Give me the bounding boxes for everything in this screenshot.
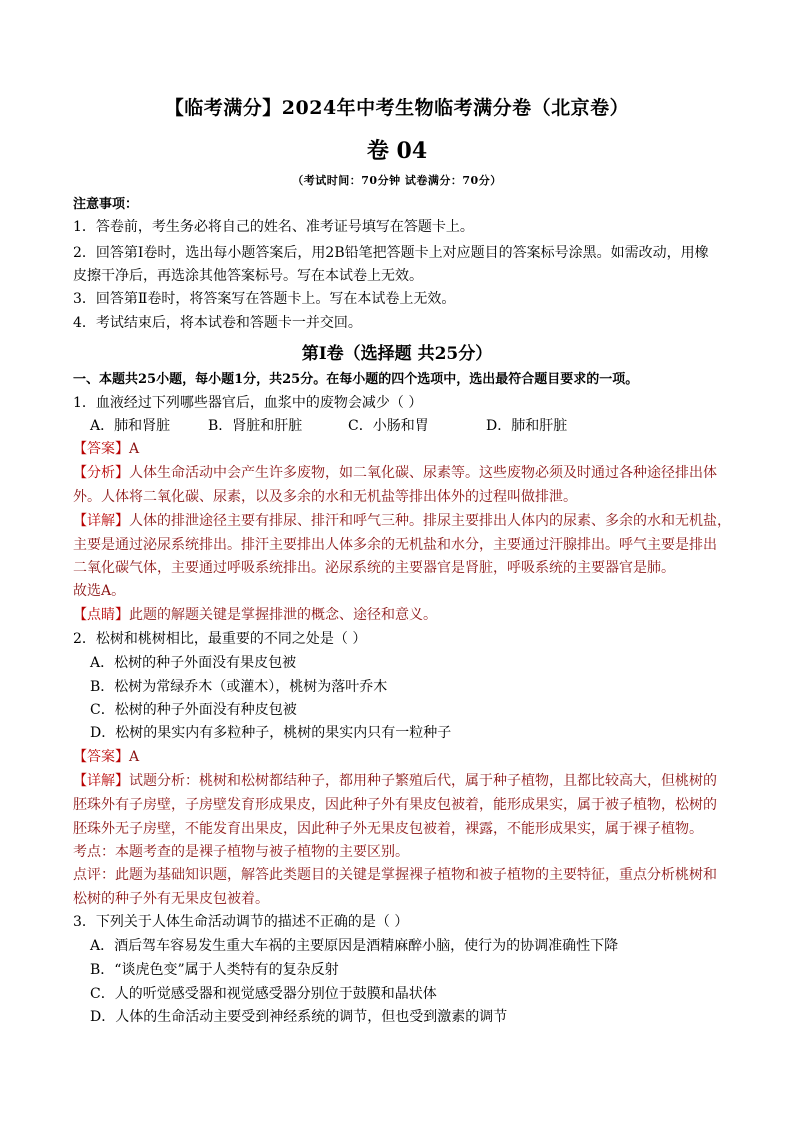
option-c: C．小肠和胃 bbox=[348, 418, 429, 434]
option-b: B．肾脏和肝脏 bbox=[208, 418, 303, 434]
analysis-tag: 【分析】 bbox=[73, 465, 129, 481]
detail-text: 点评：此题为基础知识题，解答此类题目的关键是掌握裸子植物和被子植物的主要特征，重点分析桃树和 bbox=[73, 867, 717, 883]
detail-text: 胚珠外无子房壁，不能发育出果皮，因此种子外无果皮包被着，裸露，不能形成果实，属于裸子植物。 bbox=[73, 821, 703, 837]
analysis-text: 人体生命活动中会产生许多废物，如二氧化碳、尿素等。这些废物必须及时通过各种途径排出体 bbox=[129, 465, 717, 481]
answer-tag: 【答案】 bbox=[73, 749, 129, 765]
note-item: 4．考试结束后，将本试卷和答题卡一并交回。 bbox=[73, 315, 362, 331]
detail-text: 松树的种子外有无果皮包被着。 bbox=[73, 891, 269, 907]
point-tag: 【点睛】 bbox=[73, 607, 129, 623]
detail-text: 人体的排泄途径主要有排尿、排汗和呼气三种。排尿主要排出人体内的尿素、多余的水和无机盐， bbox=[129, 513, 731, 529]
question-1-stem: 1．血液经过下列哪些器官后，血浆中的废物会减少（ ） bbox=[73, 395, 423, 411]
answer-value: A bbox=[129, 749, 140, 765]
option-b: B．松树为常绿乔木（或灌木），桃树为落叶乔木 bbox=[90, 679, 388, 695]
detail-text: 二氧化碳气体，主要通过呼吸系统排出。泌尿系统的主要器官是肾脏，呼吸系统的主要器官是肺。 bbox=[73, 560, 675, 576]
question-1-answer bbox=[73, 438, 723, 461]
question-2-answer bbox=[73, 746, 723, 769]
answer-tag: 【答案】 bbox=[73, 441, 129, 457]
option-a: A．松树的种子外面没有果皮包被 bbox=[90, 655, 297, 671]
detail-tag: 【详解】 bbox=[73, 773, 129, 789]
point-text: 此题的解题关键是掌握排泄的概念、途径和意义。 bbox=[129, 607, 437, 623]
option-a: A．肺和肾脏 bbox=[90, 418, 171, 434]
option-d: D．松树的果实内有多粒种子，桃树的果实内只有一粒种子 bbox=[90, 725, 452, 741]
option-c: C．松树的种子外面没有种皮包被 bbox=[90, 702, 297, 718]
question-2-stem: 2．松树和桃树相比，最重要的不同之处是（ ） bbox=[73, 631, 367, 647]
question-1-point bbox=[73, 604, 723, 627]
option-b: B．“谈虎色变”属于人类特有的复杂反射 bbox=[90, 962, 339, 978]
question-1-analysis bbox=[73, 462, 723, 485]
section-instruction: 一、本题共25小题，每小题1分，共25分。在每小题的四个选项中，选出最符合题目要求的一项。 bbox=[73, 372, 639, 387]
note-item: 3．回答第Ⅱ卷时，将答案写在答题卡上。写在本试卷上无效。 bbox=[73, 291, 456, 307]
detail-text: 故选A。 bbox=[73, 583, 126, 599]
detail-text: 试题分析：桃树和松树都结种子，都用种子繁殖后代，属于种子植物，且都比较高大，但桃树的 bbox=[129, 773, 717, 789]
notes-heading: 注意事项： bbox=[73, 197, 139, 212]
note-item: 1．答卷前，考生务必将自己的姓名、准考证号填写在答题卡上。 bbox=[73, 219, 474, 235]
note-item: 皮擦干净后，再选涂其他答案标号。写在本试卷上无效。 bbox=[73, 268, 423, 284]
page-title: 【临考满分】2024年中考生物临考满分卷（北京卷） bbox=[164, 97, 630, 119]
question-3-stem: 3．下列关于人体生命活动调节的描述不正确的是（ ） bbox=[73, 914, 409, 930]
answer-value: A bbox=[129, 441, 140, 457]
option-d: D．人体的生命活动主要受到神经系统的调节，但也受到激素的调节 bbox=[90, 1009, 508, 1025]
section-title: 第Ⅰ卷（选择题 共25分） bbox=[301, 344, 493, 364]
detail-text: 主要是通过泌尿系统排出。排汗主要排出人体多余的无机盐和水分，主要通过汗腺排出。呼气主要是排出 bbox=[73, 537, 717, 553]
question-2-detail bbox=[73, 770, 723, 793]
detail-tag: 【详解】 bbox=[73, 513, 129, 529]
question-1-detail bbox=[73, 510, 731, 533]
note-item: 2．回答第Ⅰ卷时，选出每小题答案后，用2B铅笔把答题卡上对应题目的答案标号涂黑。如需改动，用橡 bbox=[73, 245, 709, 261]
paper-number: 卷 04 bbox=[366, 138, 428, 164]
detail-text: 考点：本题考查的是裸子植物与被子植物的主要区别。 bbox=[73, 844, 409, 860]
option-c: C．人的听觉感受器和视觉感受器分别位于鼓膜和晶状体 bbox=[90, 986, 437, 1002]
detail-text: 胚珠外有子房壁，子房壁发育形成果皮，因此种子外有果皮包被着，能形成果实，属于被子植物，松树的 bbox=[73, 797, 717, 813]
option-a: A．酒后驾车容易发生重大车祸的主要原因是酒精麻醉小脑，使行为的协调准确性下降 bbox=[90, 938, 619, 954]
analysis-text: 外。人体将二氧化碳、尿素，以及多余的水和无机盐等排出体外的过程叫做排泄。 bbox=[73, 489, 577, 505]
option-d: D．肺和肝脏 bbox=[486, 418, 568, 434]
exam-info: （考试时间：70分钟 试卷满分：70分） bbox=[292, 174, 502, 187]
